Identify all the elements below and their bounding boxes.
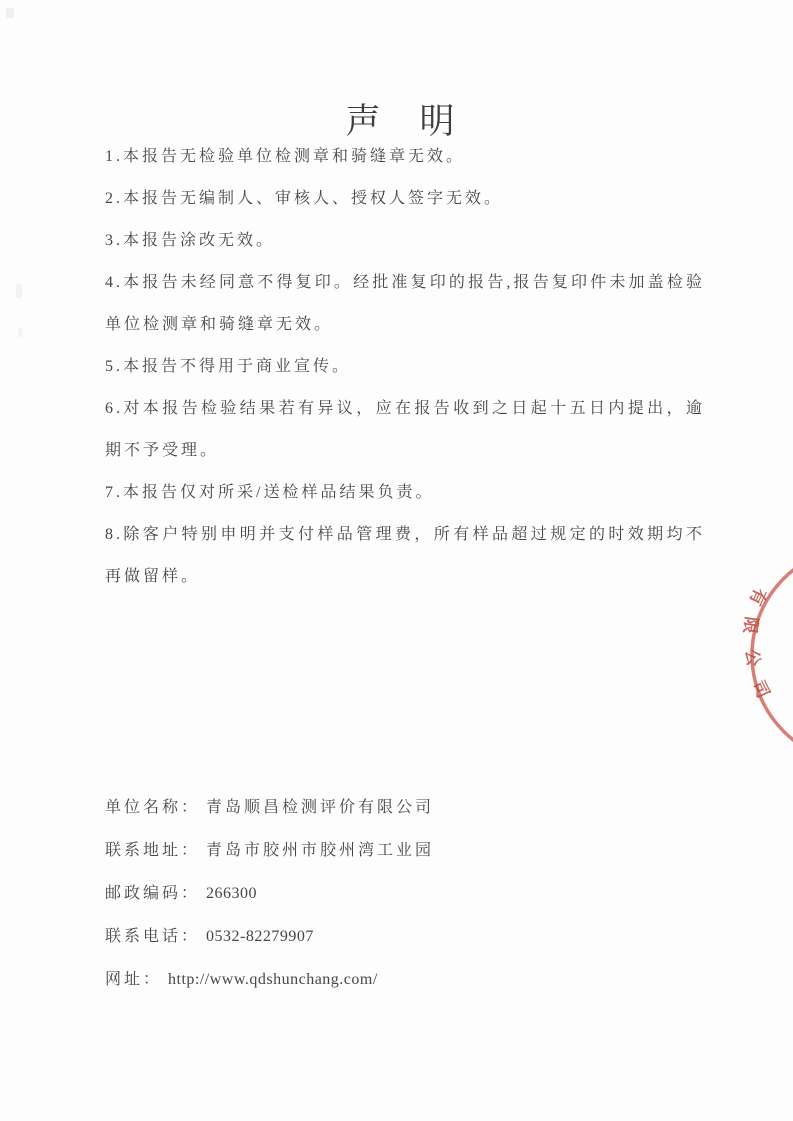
stamp-character: 公	[741, 648, 764, 668]
contact-label: 联系电话：	[105, 928, 201, 945]
statement-item-4: 4.本报告未经同意不得复印。经批准复印的报告,报告复印件未加盖检验单位检测章和骑缝章无效。	[105, 274, 705, 333]
stamp-character: 限	[739, 615, 762, 635]
company-name: 青岛顺昌检测评价有限公司	[206, 799, 435, 816]
stamp-character: 司	[748, 677, 773, 702]
scan-artifact	[18, 328, 23, 337]
contact-row-address	[105, 829, 434, 872]
contact-row-company	[105, 786, 434, 829]
contact-label: 邮政编码：	[105, 885, 201, 902]
contact-label: 联系地址：	[105, 842, 201, 859]
statement-item-8: 8.除客户特别申明并支付样品管理费，所有样品超过规定的时效期均不再做留样。	[105, 526, 705, 585]
statement-list	[105, 136, 705, 598]
contact-address: 青岛市胶州市胶州湾工业园	[206, 842, 435, 859]
contact-row-postcode	[105, 872, 434, 915]
statement-item-5: 5.本报告不得用于商业宣传。	[105, 358, 352, 375]
contact-row-phone	[105, 915, 434, 958]
statement-item-3: 3.本报告涂改无效。	[105, 232, 276, 249]
website-url: http://www.qdshunchang.com/	[168, 971, 378, 988]
statement-item-6: 6.对本报告检验结果若有异议，应在报告收到之日起十五日内提出，逾期不予受理。	[105, 400, 705, 459]
scan-artifact	[6, 8, 14, 18]
contact-label: 网址：	[105, 971, 163, 988]
scan-artifact	[16, 284, 22, 298]
contact-label: 单位名称：	[105, 799, 201, 816]
statement-item-2: 2.本报告无编制人、审核人、授权人签字无效。	[105, 190, 504, 207]
stamp-character: 有	[745, 584, 770, 609]
contact-block	[105, 786, 434, 1001]
contact-row-website	[105, 958, 434, 1001]
postal-code: 266300	[206, 885, 258, 902]
statement-item-7: 7.本报告仅对所采/送检样品结果负责。	[105, 484, 435, 501]
page-title: 声 明	[345, 102, 457, 141]
statement-item-1: 1.本报告无检验单位检测章和骑缝章无效。	[105, 148, 466, 165]
stamp-circle-icon	[700, 540, 793, 780]
phone-number: 0532-82279907	[206, 928, 314, 945]
